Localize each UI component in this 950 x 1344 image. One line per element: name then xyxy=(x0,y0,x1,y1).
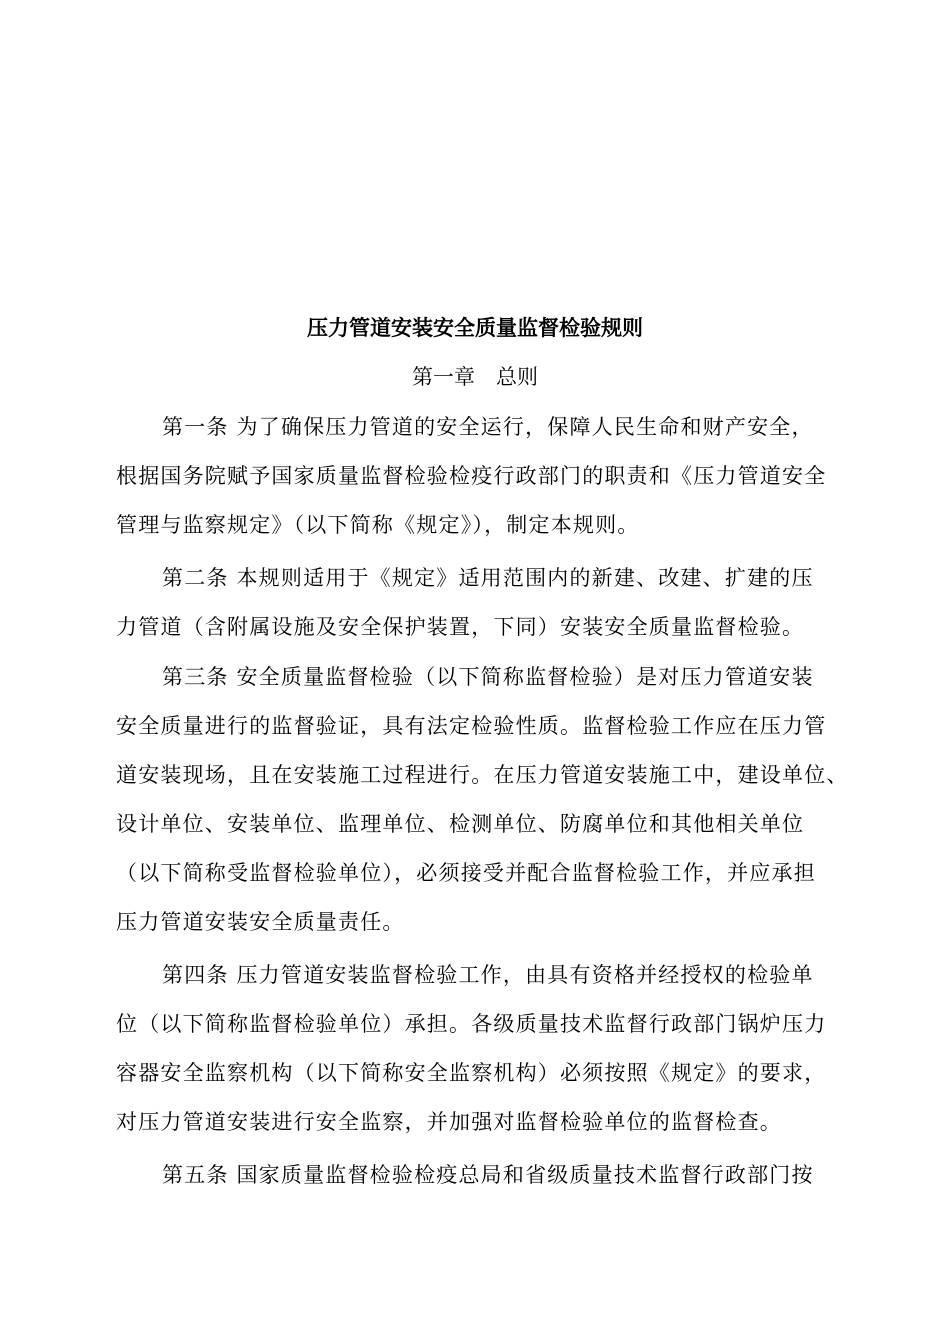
article-2-line-2: 力管道（含附属设施及安全保护装置，下同）安装安全质量监督检验。 xyxy=(116,615,805,639)
article-3-line-5: （以下简称受监督检验单位），必须接受并配合监督检验工作，并应承担 xyxy=(116,861,816,885)
article-1-line-3: 管理与监察规定》（以下简称《规定》），制定本规则。 xyxy=(116,513,640,537)
article-4-line-3: 容器安全监察机构（以下简称安全监察机构）必须按照《规定》的要求， xyxy=(116,1061,827,1085)
article-3-line-1: 第三条 安全质量监督检验（以下简称监督检验）是对压力管道安装 xyxy=(162,665,814,689)
article-4-line-2: 位（以下简称监督检验单位）承担。各级质量技术监督行政部门锅炉压力 xyxy=(116,1012,827,1036)
article-4-line-1: 第四条 压力管道安装监督检验工作，由具有资格并经授权的检验单 xyxy=(162,963,814,987)
article-2-line-1: 第二条 本规则适用于《规定》适用范围内的新建、改建、扩建的压 xyxy=(162,566,814,590)
chapter-heading: 第一章 总则 xyxy=(412,365,538,389)
article-3-line-6: 压力管道安装安全质量责任。 xyxy=(116,910,405,934)
article-3-line-2: 安全质量进行的监督验证，具有法定检验性质。监督检验工作应在压力管 xyxy=(116,714,827,738)
article-3-line-4: 设计单位、安装单位、监理单位、检测单位、防腐单位和其他相关单位 xyxy=(116,812,805,836)
article-4-line-4: 对压力管道安装进行安全监察，并加强对监督检验单位的监督检查。 xyxy=(116,1110,782,1134)
article-5-line-1: 第五条 国家质量监督检验检疫总局和省级质量技术监督行政部门按 xyxy=(162,1163,814,1187)
article-1-line-2: 根据国务院赋予国家质量监督检验检疫行政部门的职责和《压力管道安全 xyxy=(116,464,827,488)
article-1-line-1: 第一条 为了确保压力管道的安全运行，保障人民生命和财产安全， xyxy=(162,415,814,439)
article-3-line-3: 道安装现场，且在安装施工过程进行。在压力管道安装施工中，建设单位、 xyxy=(116,763,849,787)
document-title: 压力管道安装安全质量监督检验规则 xyxy=(307,316,643,340)
